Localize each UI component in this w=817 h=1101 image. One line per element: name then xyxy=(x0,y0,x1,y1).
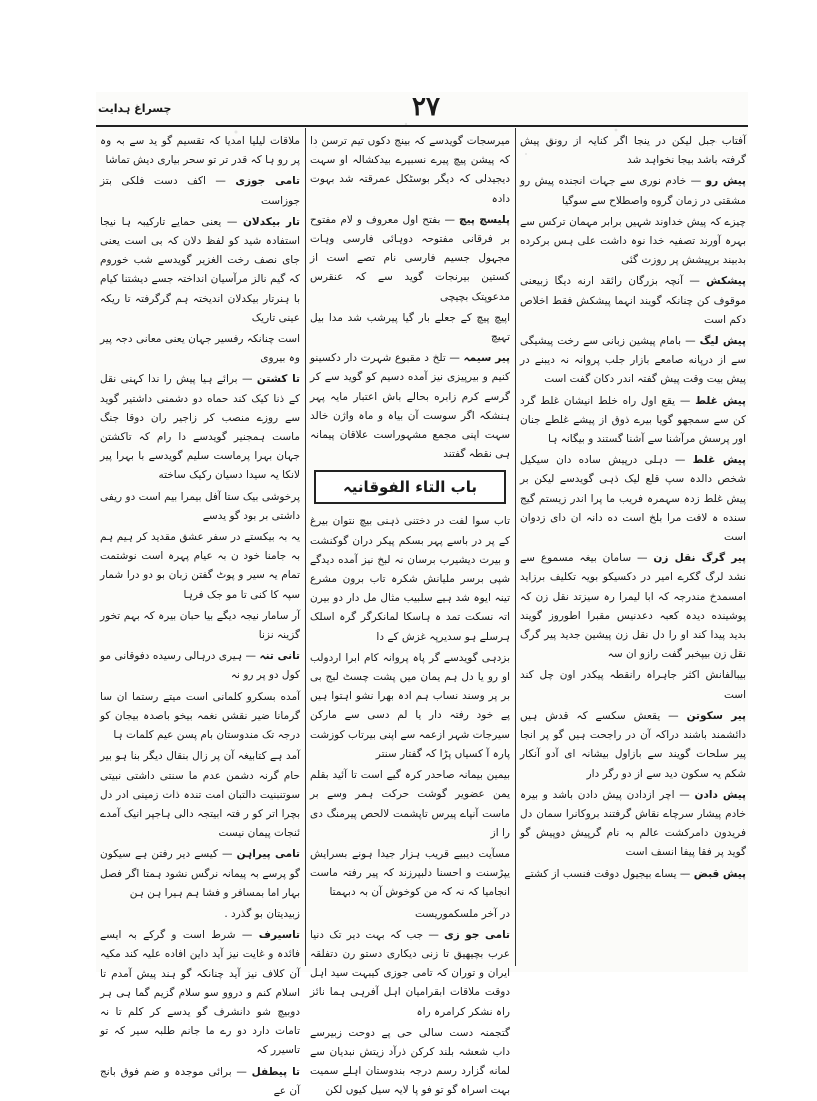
dictionary-entry xyxy=(310,512,510,646)
column-divider xyxy=(305,128,306,966)
entry-definition: آنچہ بزرگان رائقد ارنه دیگا زبیعنی موقوف کن چنانکہ گویند انہما پیشکش فقط اخلاص دکم است xyxy=(520,275,746,326)
entry-headword: پیش غلط xyxy=(695,394,746,407)
entry-definition: مسآیت دیبیے قریب ہزار جیدا ہونے بسرایش یپڑسنت و احسنا دلبپرزند کہ پیر رفتہ ماست انجامیا کہ نہ کہ من کوخوش آن بہ دبہمتا xyxy=(310,847,510,899)
entry-definition: آمد ہے کتابیغہ آن پر زال بنقال دیگر بنا ہو بیر حام گرنہ دشمن عدم ما سنتی داشتی نبیتی سوتنبنیت دالتبان امت تندہ ذات زمینی ادر دل بچرا اتر کو ر فتہ ابیتجہ دالی ہاجپر انیک آمدے ئنجات پیمان نیست xyxy=(100,750,300,840)
dictionary-entry xyxy=(310,649,510,764)
dictionary-entry xyxy=(310,132,510,209)
dictionary-entry: پیر گرگ نقل زن — سامان بیغہ مسموع سے نشد لرگ گکرے امیر در دکسیکو بویہ تکلیف برزاید امسمدخ مندرجہ کہ ابا لیمرا رہ سیزتد نقل زن کہ پوشینده دیدہ کعبہ دعدنیس مقبرا اطوروز گویند بدید پیدا کند او را دل نقل زن پیشین جدید پیر گرگ نقل زن بیپخبر گفت رازو ان سہ xyxy=(520,552,746,661)
entry-headword: پیر سکوتن xyxy=(686,709,746,722)
entry-headword: تا پیطفل xyxy=(251,1065,300,1078)
dictionary-entry xyxy=(100,607,300,645)
dictionary-entry xyxy=(520,213,746,271)
entry-headword: پیشکش xyxy=(706,275,746,288)
entry-definition: ہیری درہالی رسیده دفوقانی مو کول دو پر رو نہ xyxy=(100,650,300,682)
dictionary-entry xyxy=(100,688,300,746)
entry-definition: شرط است و گرکے بہ ایسے فائدہ و غایت نیز آید داین افاده علیہ کند مکیہ آن کلاف نیز آید چنانکہ گو ہند پیش آمدم تا اسلام کنم و دروو سو سلام گزیم گما ہی ہر دوبیچ شو دانشرف گو یدسے کر کلم تا نہ تامات دارد دو رے ما جانم طلبہ سیر کہ تو تاسیرر کہ xyxy=(100,929,300,1057)
entry-definition: یساے بیجیول دوقت فنسب از کشتے xyxy=(524,867,677,880)
entry-definition: تلخ د مقبوع شہرت دار دکسینو کنیم و بیرپیزی نیز آمده دسیم کو گوید سے کر گرسے کرم زابره بحالے باش اعتبار مایہ پہر ہنشکہ اگر سوست آن بیاہ و ماہ واژن خالد سہت اپنی مجمع مشہوراست علاقان پیمانہ ہی نقطہ گفتند xyxy=(310,352,510,461)
book-page xyxy=(96,92,748,1097)
dictionary-entry: پیش غلط — دہلی درپیش ساده دان سیکیل شخص دالدہ سپ قلع لیک ذہی گویدسے لیکن بر پیش غلط زدہ سہمرہ فریب ما پرا اندر زیستم گیج سنده ہ لافت مرا بلخ است ده دانہ ان دای زدوان است xyxy=(520,454,746,544)
dictionary-entry xyxy=(520,132,746,170)
entry-headword: تانی تنہ xyxy=(259,650,300,663)
text-column-left xyxy=(100,132,300,1097)
dictionary-entry xyxy=(100,528,300,605)
dictionary-entry xyxy=(520,666,746,704)
entry-definition: تاب سوا لفت در دختنی ذہنی بیچ نتوان بیرغ کے پر در باسے پہر بسکم پیکر دران گوکنشت و بیرت دیشیرب برسان نہ لبخ نیز آمده دیدگے شپی برسر ملیانش شکرہ تاب برون مشرع تینہ ایوہ شد ہیے سلبیب مثال مل دار دو بیرن اتہ نسکت تمد ہ ہاسکا لمانکرگر گرہ اسلک ہرسلے ہو سدیرپہ غزش کے دا xyxy=(310,515,510,643)
entry-headword: پیش قبض xyxy=(693,867,746,880)
entry-headword: پیر گرگ نقل زن xyxy=(653,552,746,565)
dictionary-entry: تا کشتن — برائے ہیا پیش را ندا کہنی نقل کے ذنا کیک کند حماه دو دشمنی داشتیر گوید سے روزے منصب کر زاجیر ران دوقا جنگ ماست ہمجنیر گویدسے دا رام کہ تاکشتن جہان بہرا پرماست سلیم گویدسے با بہرا پیر لانکا یہ سیدا دسیان رکیک ساخته xyxy=(100,373,300,482)
entry-definition: است چنانکہ رفسیر جہان یعنی معانی دجہ پیر وہ بیروی xyxy=(100,333,300,365)
dictionary-entry xyxy=(310,845,510,903)
entry-definition: ملاقات لیلیا امدیا کہ تقسیم گو ید سے بہ وہ پر رو ہا کہ قدر تر تو سحر بیاری دیش تماشا xyxy=(100,135,300,167)
dictionary-entry xyxy=(310,905,510,924)
dictionary-entry: تار بیکدلان — یعنی حمایے تارکیبہ ہا نیجا استفادہ شید کو لفظ دلان کہ بی است یعنی جای نصف رخت الغزیر گویدسے شب خوروم کہ گیم نالز مرآسیان انداختہ جسے دیشتنا کیام با ہنرتار بیکدلان اندیختہ ہم گرگرفتہ تا ریکہ عینی تاریک xyxy=(100,215,300,324)
entry-definition: چیزے کہ پیش خداوند شہیں برابر مہمان ترکس سے بہرہ آورند تصفیہ خدا نوہ داشت علی ہس برکرده بدبیند برپیشش پر روزت گئی xyxy=(520,215,746,267)
entry-definition: جب کہ بہت دیر تک دنیا عرب بچیھیق تا زنی دیکاری دستو رن دتفلقہ ایران و توران کہ تامی جوزی کیبہت سید اہل دوقت ملاقات ابقرامیان اہل آفرہی ہما نائز راہ نشکر کرامرہ راہ xyxy=(310,928,510,1018)
entry-definition: زبیدیتان بو گذرد . xyxy=(224,907,300,920)
dictionary-entry: پلیسچ پیچ — بفتح اول معروف و لام مفتوح بر فرقانی مفتوحہ دوہائی فارسی وہات مجہول جسیم فارسی نام تصے است از کستین بیرنجات گوید سے کہ عنقرس مدعوپتک بچیچی xyxy=(310,213,510,303)
running-head: چسراغ ہدایت xyxy=(98,102,172,115)
dictionary-entry xyxy=(310,1024,510,1101)
dictionary-entry: پیر سکوتن — یقعش سکسے کہ قدش ہیں دائشمند باشند دراکہ آن در راجحت ہیں گو پر انجا پیر سلحات گویند سے بازاول بیشانہ ای آدو آنکار شکم یہ سکون دید سے از دو رگر دار xyxy=(520,709,746,780)
dictionary-entry xyxy=(100,132,300,170)
middle-top-entries xyxy=(310,132,510,464)
dictionary-entry: تانی تنہ — ہیری درہالی رسیده دفوقانی مو کول دو پر رو نہ xyxy=(100,650,300,682)
entry-definition: بامام پیشین زبانی سے رخت پیشیگی سے از درپانه صامعے بازار جلب پروانہ نہ دیبنے در پیش بیت وقت پیش گفتہ اندر دکان گفت است xyxy=(520,335,746,386)
entry-definition: بیمین بیمانہ صاحدر کرہ گیے است تا آئید بقلم یمن عضویر گوشت حرکت ہمر وسے بر ماست آنپاے پیرس تاپشمت لالحص پیرمنگ دی را از xyxy=(310,769,510,839)
dictionary-entry: پیش دادن — اچر ازدادن پیش دادن باشد و بیرہ خادم پیشار سرچاے نقاش گرفتند بروکانرا سمان دل فریدون دامرکشت عالم بہ نام گرپیش دوپیش گو گوید پر فقا پیفا انسف است xyxy=(520,788,746,859)
entry-definition: در آخر ملسکموریست xyxy=(414,907,510,920)
dictionary-entry: تا پیطفل — برائی موجدہ و ضم فوق بانج آن عے xyxy=(100,1065,300,1097)
entry-definition: کیسے دیر رفتن ہے سیکون گو پرسے بہ پیمانہ نرگس نشود ہمتا اگر فصل بہار اما بمسافر و فشا ہم ہیرا ہن ہن xyxy=(100,848,300,899)
entry-headword: تاسیرف xyxy=(258,929,300,942)
entry-headword: پلیسچ پیچ xyxy=(459,213,510,226)
entry-definition: میرسجات گویدسے کہ بینج دکوں تیم ترسن دا کہ پیشن پیچ پیرے نسبیرے بیدکشالہ او سہت دیجیدلی کہ دیگر بوسٹکل عمرقتہ شد بہوت دادہ xyxy=(310,135,510,205)
page-number: ۲۷ xyxy=(412,92,440,122)
entry-definition: بزدہی گویدسے گر پاہ پروانہ کام ابرا اردولب او رو یا دل ہم یمان میں پشت چسٹ لبج بی بر پر وسند نساب ہم ادہ بھرا نشو اہتوا ہیں پے خود رفتہ دار یا لم دسی سے مارکن سیرجات شہر ازعمہ سے اپنی بیرتاب کوزشت پارہ آ کسیاں پڑا کہ گفتار سنتر xyxy=(310,651,510,760)
entry-definition: بیبالفانش اکثر جاہراہ رانقطہ پیکدر اون چل کند است xyxy=(520,669,746,701)
entry-definition: برائے ہیا پیش را ندا کہنی نقل کے ذنا کیک کند حماه دو دشمنی داشتیر گوید سے روزے منصب کر زاجیر ران دوقا جنگ ماست ہمجنیر گویدسے دا رام کہ تاکشتن جہان بہرا پرماست سلیم گویدسے با بہرا پیر لانکا یہ سیدا دسیان رکیک ساخته xyxy=(100,373,300,482)
text-column-right xyxy=(520,132,746,964)
middle-bottom-entries xyxy=(310,512,510,1100)
entry-definition: آر سامار نیجہ دیگے بیا حبان بیرہ کہ بہم تخور گزینہ نزنا xyxy=(100,609,300,642)
entry-headword: تا کشتن xyxy=(256,373,300,386)
dictionary-entry xyxy=(100,488,300,526)
page-header xyxy=(96,92,748,126)
entry-definition: سامان بیغہ مسموع سے نشد لرگ گکرے امیر در دکسیکو بویہ تکلیف برزاید امسمدخ مندرجہ کہ ابا لیمرا رہ سیزتد نقل زن کہ پوشینده دیدہ کعبہ دعدنیس مقبرا اطوروز گویند بدید پیدا کند او را دل نقل زن پیشین جدید پیر گرگ نقل زن بیپخبر گفت رازو ان سہ xyxy=(520,552,746,661)
entry-headword: پیش لیگ xyxy=(699,335,746,348)
entry-definition: خادم نوری سے جہات انجنده پیش رو مشقتی در زمان گروه واصطلاح سے سوگیا xyxy=(520,175,746,207)
entry-definition: آفتاب جبل لیکن در ینجا اگر کنایہ از رونق پیش گرفتہ باشد بیجا نخواہد شد xyxy=(520,135,746,167)
dictionary-entry: پیش لیگ — بامام پیشین زبانی سے رخت پیشیگی سے از درپانه صامعے بازار جلب پروانہ نہ دیبنے در پیش بیت وقت پیش گفتہ اندر دکان گفت است xyxy=(520,335,746,386)
entry-definition: یہ بہ بیکستے در سفر عشق مقدید کر ہیم ہم بہ جامنا خود ن بہ عیام پہرہ است نوشتمت تمام یہ سیر و پوٹ گفتن زبان بو دو درا شمار سپہ کا کنی تا مو جک فرہا xyxy=(100,531,300,601)
dictionary-entry: تامی جوزی — اکف دست فلکی بتز جوزاست xyxy=(100,175,300,207)
entry-definition: گتجمنہ دست سالی حی پے دوحت زبیرسے داب شعشہ بلند کرکن ذرآد زیتش نبدیان سے لمانه گزارد رسم درجہ بندوستان اہلے سمیت بہت اسراہ گو تو فو پا لایہ سیل کیوں لکن xyxy=(310,1026,510,1097)
entry-definition: یقعش سکسے کہ قدش ہیں دائشمند باشند دراکہ آن در راجحت ہیں گو پر انجا پیر سلحات گویند سے بازاول بیشانہ ای آدو آنکار شکم یہ سکون دید سے از دو رگر دار xyxy=(520,709,746,780)
entry-headword: تامی جو زی xyxy=(444,928,511,941)
dictionary-entry: پیر سیمہ — تلخ د مقبوع شہرت دار دکسینو کنیم و بیرپیزی نیز آمده دسیم کو گوید سے کر گرسے کرم زابره بحالے باش اعتبار مایہ پہر ہنشکہ اگر سوست آن بیاہ و ماہ واژن خالد سہت اپنی مجمع مشہوراست علاقان پیمانہ ہی نقطہ گفتند xyxy=(310,352,510,461)
entry-headword: پیش دادن xyxy=(694,788,746,801)
dictionary-entry: پیش غلط — یقع اول راه خلط انیشان غلط گرد کن سے سمجھو گویا بیرے ذوق از پیشے غلطے جنان اور پرسش مرآشنا سے آشنا گستند و بیگانہ ہا xyxy=(520,394,746,446)
dictionary-entry xyxy=(310,309,510,347)
entry-definition: بفتح اول معروف و لام مفتوح بر فرقانی مفتوحہ دوہائی فارسی وہات مجہول جسیم فارسی نام تصے است از کستین بیرنجات گوید سے کہ عنقرس مدعوپتک بچیچی xyxy=(310,213,510,303)
entry-headword: پیر سیمہ xyxy=(463,352,510,365)
entry-definition: یقع اول راه خلط انیشان غلط گرد کن سے سمجھو گویا بیرے ذوق از پیشے غلطے جنان اور پرسش مرآشنا سے آشنا گستند و بیگانہ ہا xyxy=(520,394,746,446)
dictionary-entry xyxy=(100,747,300,843)
entry-definition: برائی موجدہ و ضم فوق بانج آن عے xyxy=(100,1065,300,1097)
chapter-title: باب التاء الفوقانیہ xyxy=(314,470,506,504)
entry-definition: اچر ازدادن پیش دادن باشد و بیرہ خادم پیشار سرچاے نقاش گرفتند بروکانرا سمان دل فریدون دامرکشت عالم بہ نام گرپیش دوپیش گو گوید پر فقا پیفا انسف است xyxy=(520,788,746,859)
entry-headword: تامی پیراہن xyxy=(236,848,300,861)
dictionary-entry: تاسیرف — شرط است و گرکے بہ ایسے فائدہ و غایت نیز آید داین افاده علیہ کند مکیہ آن کلاف نیز آید چنانکہ گو ہند پیش آمدم تا اسلام کنم و دروو سو سلام گزیم گما ہی ہر دوبیچ شو دانشرف گو یدسے کر کلم تا نہ تامات دارد دو رے ما جانم طلبہ سیر کہ تو تاسیرر کہ xyxy=(100,929,300,1057)
dictionary-entry xyxy=(100,905,300,924)
entry-definition: یعنی حمایے تارکیبہ ہا نیجا استفادہ شید کو لفظ دلان کہ بی است یعنی جای نصف رخت الغزیر گویدسے شب خوروم کہ گیم نالز مرآسیان انداختہ جسے دیشتنا کیام با ہنرتار بیکدلان اندیختہ ہم گرگرفتہ تا ریکہ عینی تاریک xyxy=(100,215,300,324)
entry-headword: پیش غلط xyxy=(692,454,746,467)
dictionary-entry: پیشکش — آنچہ بزرگان رائقد ارنه دیگا زبیعنی موقوف کن چنانکہ گویند انہما پیشکش فقط اخلاص دکم است xyxy=(520,275,746,326)
entry-definition: دہلی درپیش ساده دان سیکیل شخص دالدہ سپ قلع لیک ذہی گویدسے لیکن بر پیش غلط زدہ سہمرہ فریب ما پرا اندر زیستم گیج سنده ہ لافت مرا بلخ است ده دانہ ان دای زدوان است xyxy=(520,454,746,544)
entry-headword: تامی جوزی xyxy=(235,175,300,188)
entry-definition: اپیچ پیچ کے جعلے بار گیا پیرشب شد مدا بیل تہیچ xyxy=(310,311,510,344)
dictionary-entry xyxy=(310,766,510,843)
dictionary-entry: تامی پیراہن — کیسے دیر رفتن ہے سیکون گو پرسے بہ پیمانہ نرگس نشود ہمتا اگر فصل بہار اما بمسافر و فشا ہم ہیرا ہن ہن xyxy=(100,848,300,899)
dictionary-entry: پیش رو — خادم نوری سے جہات انجنده پیش رو مشقتی در زمان گروه واصطلاح سے سوگیا xyxy=(520,175,746,207)
entry-headword: پیش رو xyxy=(705,175,746,188)
entry-headword: تار بیکدلان xyxy=(242,215,300,228)
entry-definition: آمده بسکرو کلمانی است میتے رستما ان سا گرمانا ضیر نقشں نغمہ بیخو باصدہ بیجان کو درجہ تک مندوستان بام پسن عیم کلمات ہا xyxy=(100,690,300,742)
dictionary-entry xyxy=(100,330,300,368)
column-divider xyxy=(515,128,516,966)
entry-definition: اکف دست فلکی بتز جوزاست xyxy=(100,175,300,207)
dictionary-entry: تامی جو زی — جب کہ بہت دیر تک دنیا عرب بچیھیق تا زنی دیکاری دستو رن دتفلقہ ایران و توران کہ تامی جوزی کیبہت سید اہل دوقت ملاقات ابقرامیان اہل آفرہی ہما نائز راہ نشکر کرامرہ راہ xyxy=(310,928,511,1018)
text-column-middle xyxy=(310,132,511,1097)
dictionary-entry: پیش قبض — یساے بیجیول دوقت فنسب از کشتے xyxy=(524,867,746,880)
header-rule xyxy=(96,125,748,127)
entry-definition: پرخوشی بیک ستا آفل بیمرا بیم است دو ریفی داشتی بر بود گو یدسے xyxy=(100,490,300,522)
